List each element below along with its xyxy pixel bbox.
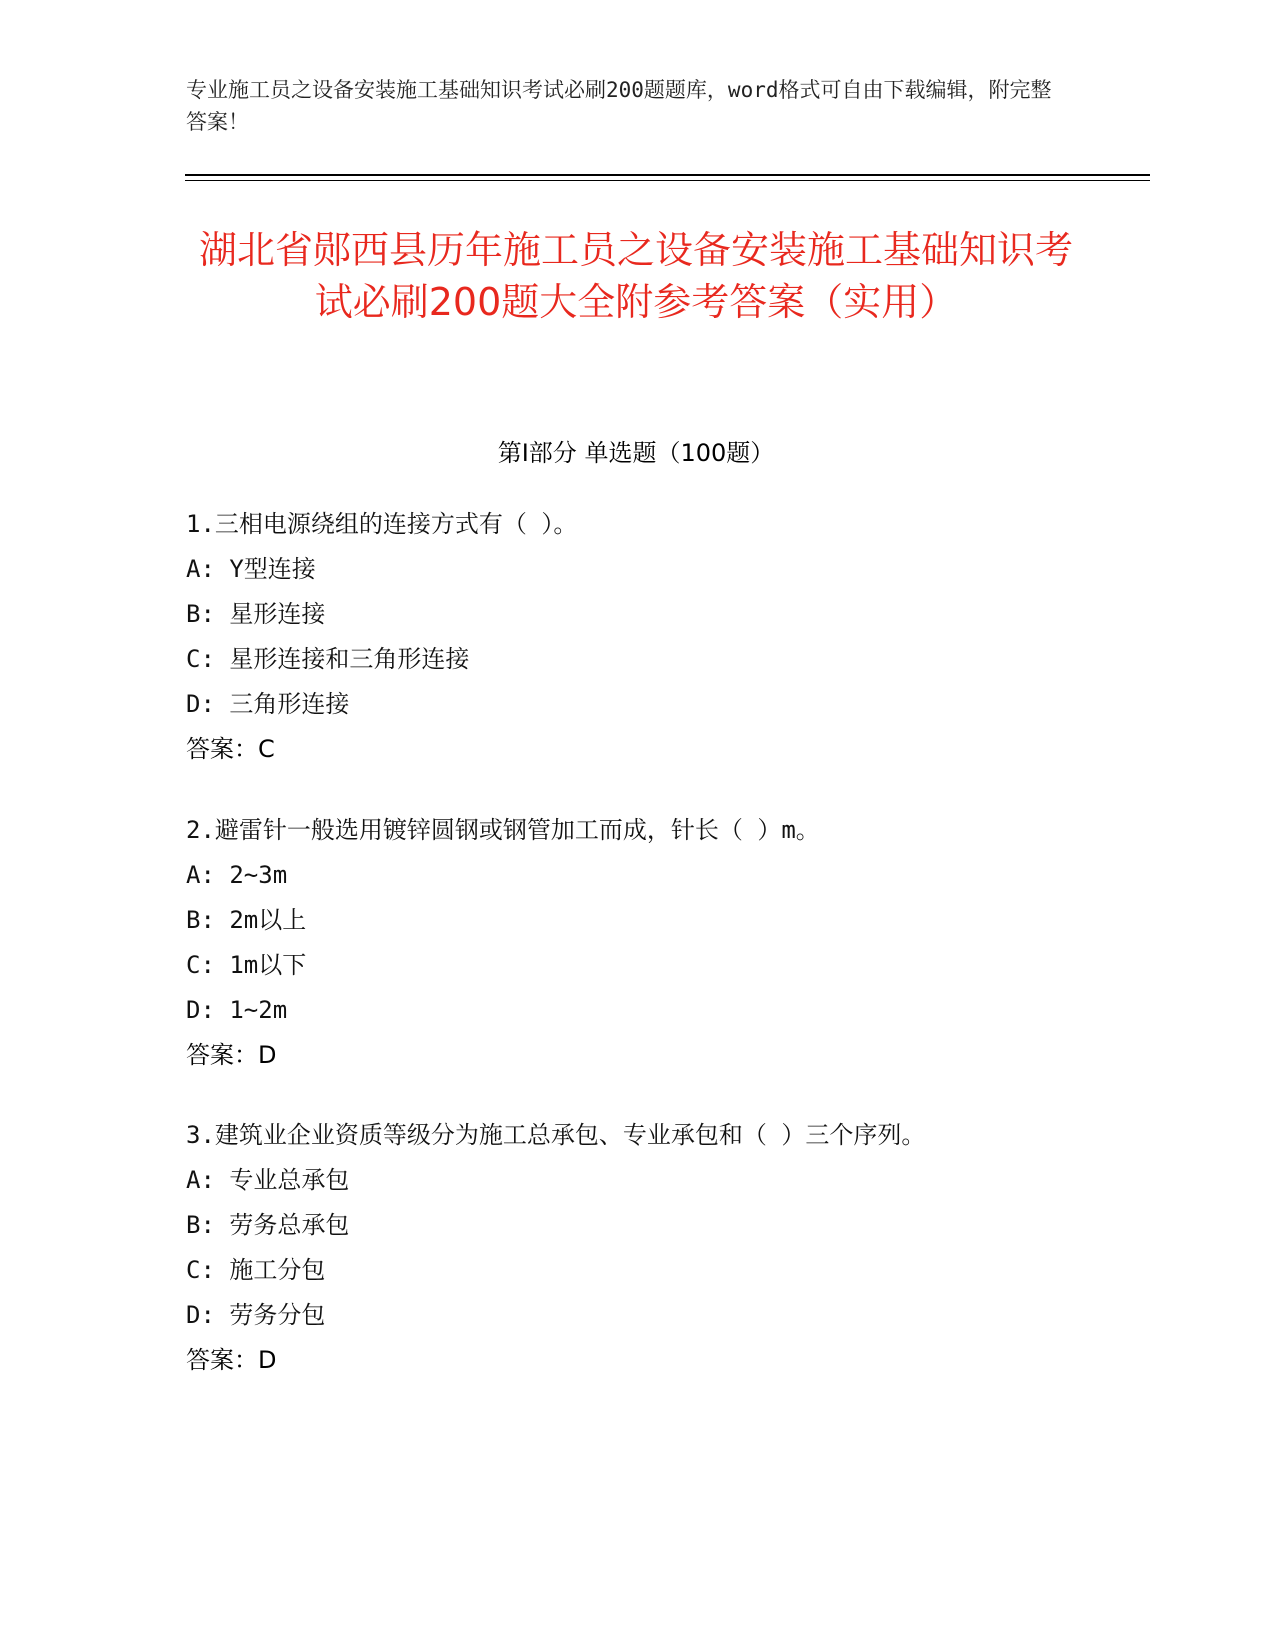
answer: 答案：D: [186, 1346, 277, 1374]
document-title: 湖北省郧西县历年施工员之设备安装施工基础知识考试必刷200题大全附参考答案（实用）: [198, 228, 1073, 324]
question-stem: 3.建筑业企业资质等级分为施工总承包、专业承包和（ ）三个序列。: [186, 1121, 926, 1149]
question-2: [186, 808, 1086, 1078]
option-d: D: 劳务分包: [186, 1301, 326, 1329]
option-d: D: 三角形连接: [186, 690, 350, 718]
section-heading: 第I部分 单选题（100题）: [497, 439, 775, 467]
option-c: C: 星形连接和三角形连接: [186, 645, 470, 673]
header-divider-thin: [185, 180, 1150, 181]
option-a: A: 2~3m: [186, 861, 288, 889]
option-b: B: 2m以上: [186, 906, 307, 934]
option-c: C: 1m以下: [186, 951, 307, 979]
option-b: B: 星形连接: [186, 600, 326, 628]
answer: 答案：D: [186, 1041, 277, 1069]
option-d: D: 1~2m: [186, 996, 288, 1024]
header-note: 专业施工员之设备安装施工基础知识考试必刷200题题库，word格式可自由下载编辑，附完整答案！: [186, 78, 1052, 134]
question-1: [186, 502, 1086, 772]
header-divider-thick: [185, 174, 1150, 176]
option-a: A: Y型连接: [186, 555, 316, 583]
option-a: A: 专业总承包: [186, 1166, 350, 1194]
question-stem: 2.避雷针一般选用镀锌圆钢或钢管加工而成，针长（ ）m。: [186, 816, 820, 844]
option-b: B: 劳务总承包: [186, 1211, 350, 1239]
question-3: [186, 1113, 1086, 1383]
option-c: C: 施工分包: [186, 1256, 326, 1284]
answer: 答案：C: [186, 735, 275, 763]
question-stem: 1.三相电源绕组的连接方式有（ ）。: [186, 510, 578, 538]
